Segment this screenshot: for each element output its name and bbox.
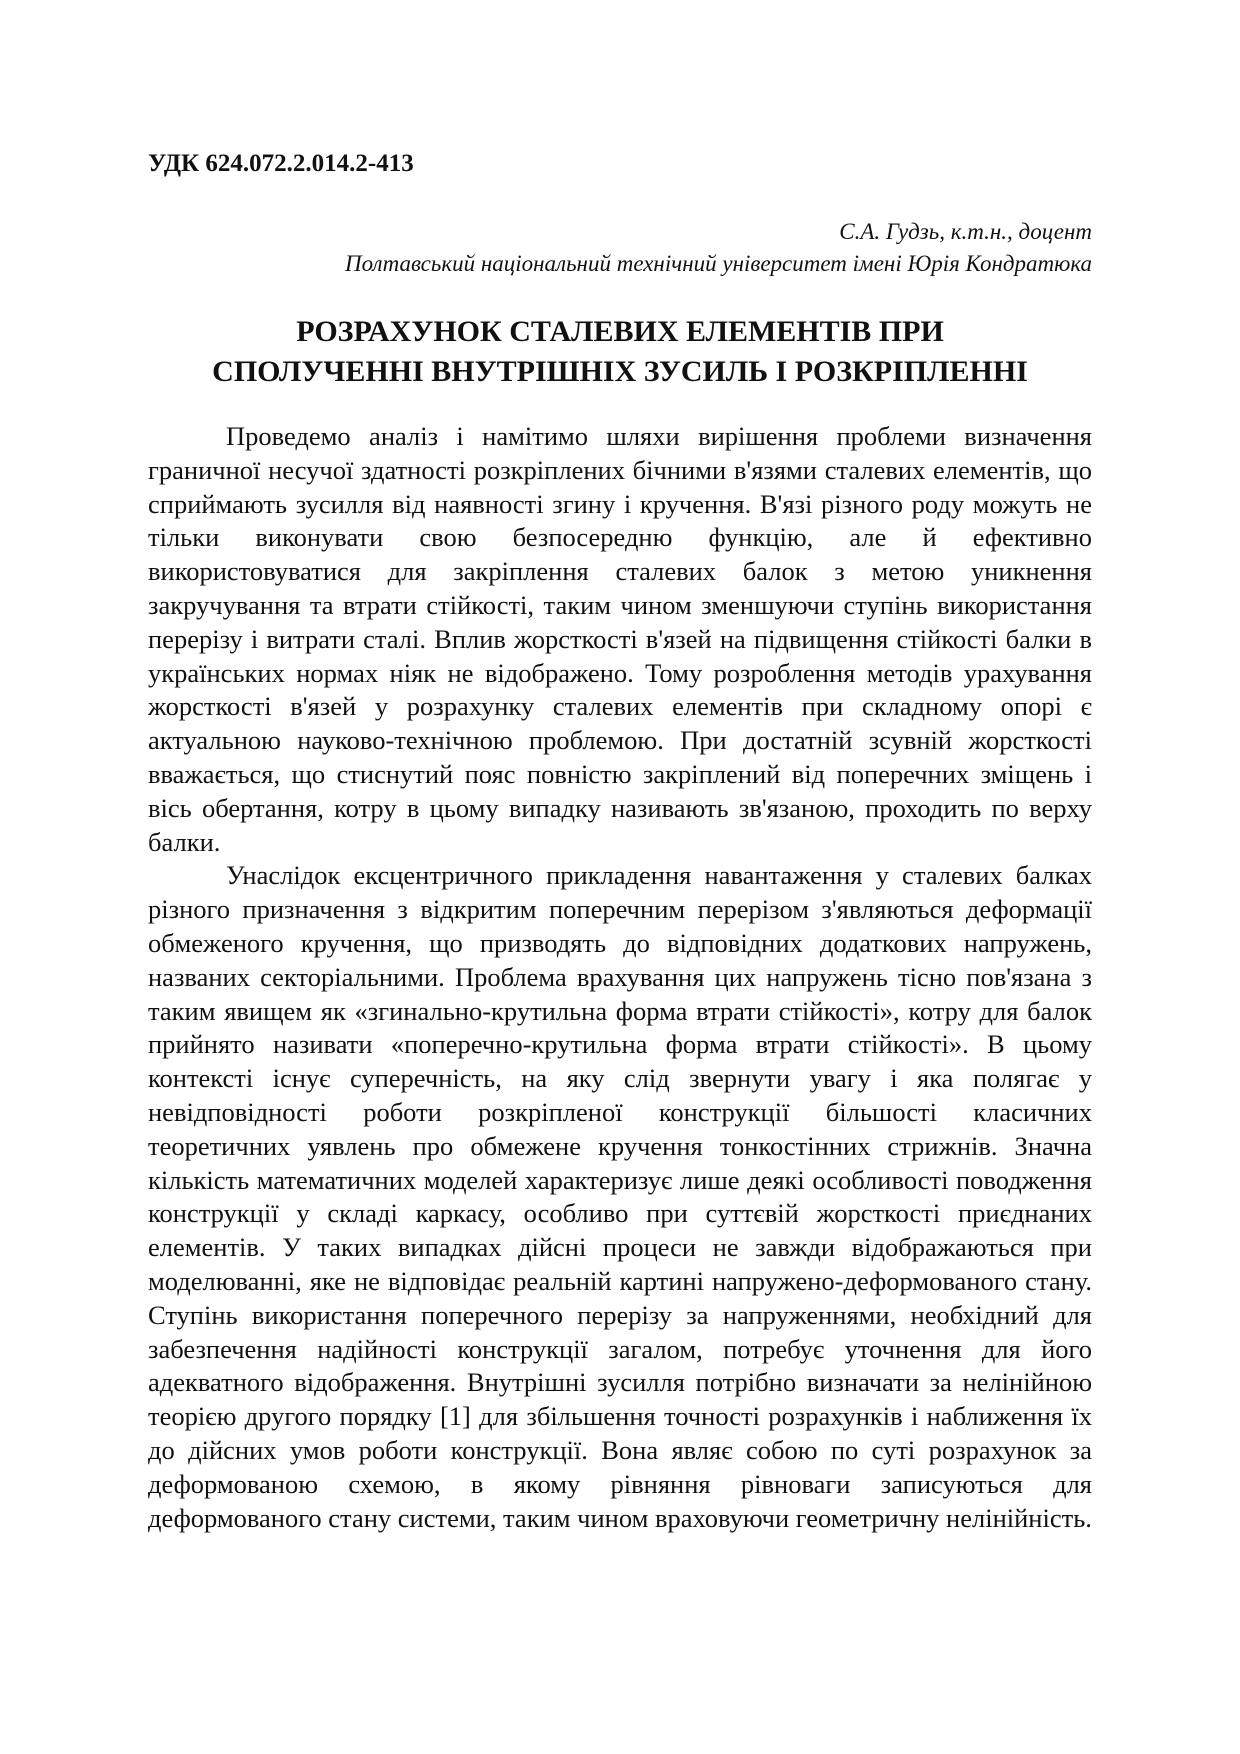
paper-title xyxy=(148,312,1092,392)
author-name: С.А. Гудзь, к.т.н., доцент xyxy=(839,219,1092,244)
body-paragraph-1: Проведемо аналіз і намітимо шляхи вирішення проблеми визначення граничної несучої здатності розкріплених бічними в'язями сталевих елементів, що сприймають зусилля від наявності згину і кручення. В'язі різного роду можуть не тільки виконувати свою безпосередню функцію, але й ефективно використовуватися для закріплення сталевих балок з метою уникнення закручування та втрати стійкості, таким чином зменшуючи ступінь використання перерізу і витрати сталі. Вплив жорсткості в'язей на підвищення стійкості балки в українських нормах ніяк не відображено. Тому розроблення методів урахування жорсткості в'язей у розрахунку сталевих елементів при складному опорі є актуальною науково-технічною проблемою. При достатній зсувній жорсткості вважається, що стиснутий пояс повністю закріплений від поперечних зміщень і вісь обертання, котру в цьому випадку називають зв'язаною, проходить по верху балки. xyxy=(148,421,1092,857)
author-block xyxy=(148,216,1092,280)
paper-page xyxy=(148,150,1092,1535)
udc-code: УДК 624.072.2.014.2-413 xyxy=(148,150,414,177)
paper-title-line-2: СПОЛУЧЕННІ ВНУТРІШНІХ ЗУСИЛЬ І РОЗКРІПЛЕННІ xyxy=(212,355,1028,388)
paper-title-line-1: РОЗРАХУНОК СТАЛЕВИХ ЕЛЕМЕНТІВ ПРИ xyxy=(296,315,944,348)
body-paragraph-2: Унаслідок ексцентричного прикладення навантаження у сталевих балках різного призначення з відкритим поперечним перерізом з'являються деформації обмеженого кручення, що призводять до відповідних додаткових напружень, названих секторіальними. Проблема врахування цих напружень тісно пов'язана з таким явищем як «згинально-крутильна форма втрати стійкості», котру для балок прийнято називати «поперечно-крутильна форма втрати стійкості». В цьому контексті існує суперечність, на яку слід звернути увагу і яка полягає у невідповідності роботи розкріпленої конструкції більшості класичних теоретичних уявлень про обмежене кручення тонкостінних стрижнів. Значна кількість математичних моделей характеризує лише деякі особливості поводження конструкції у складі каркасу, особливо при суттєвій жорсткості приєднаних елементів. У таких випадках дійсні процеси не завжди відображаються при моделюванні, яке не відповідає реальній картині напружено-деформованого стану. Ступінь використання поперечного перерізу за напруженнями, необхідний для забезпечення надійності конструкції загалом, потребує уточнення для його адекватного відображення. Внутрішні зусилля потрібно визначати за нелінійною теорією другого порядку [1] для збільшення точності розрахунків і наближення їх до дійсних умов роботи конструкції. Вона являє собою по суті розрахунок за деформованою схемою, в якому рівняння рівноваги записуються для деформованого стану системи, таким чином враховуючи геометричну нелінійність. xyxy=(148,860,1092,1533)
author-affiliation: Полтавський національний технічний університет імені Юрія Кондратюка xyxy=(345,251,1092,276)
